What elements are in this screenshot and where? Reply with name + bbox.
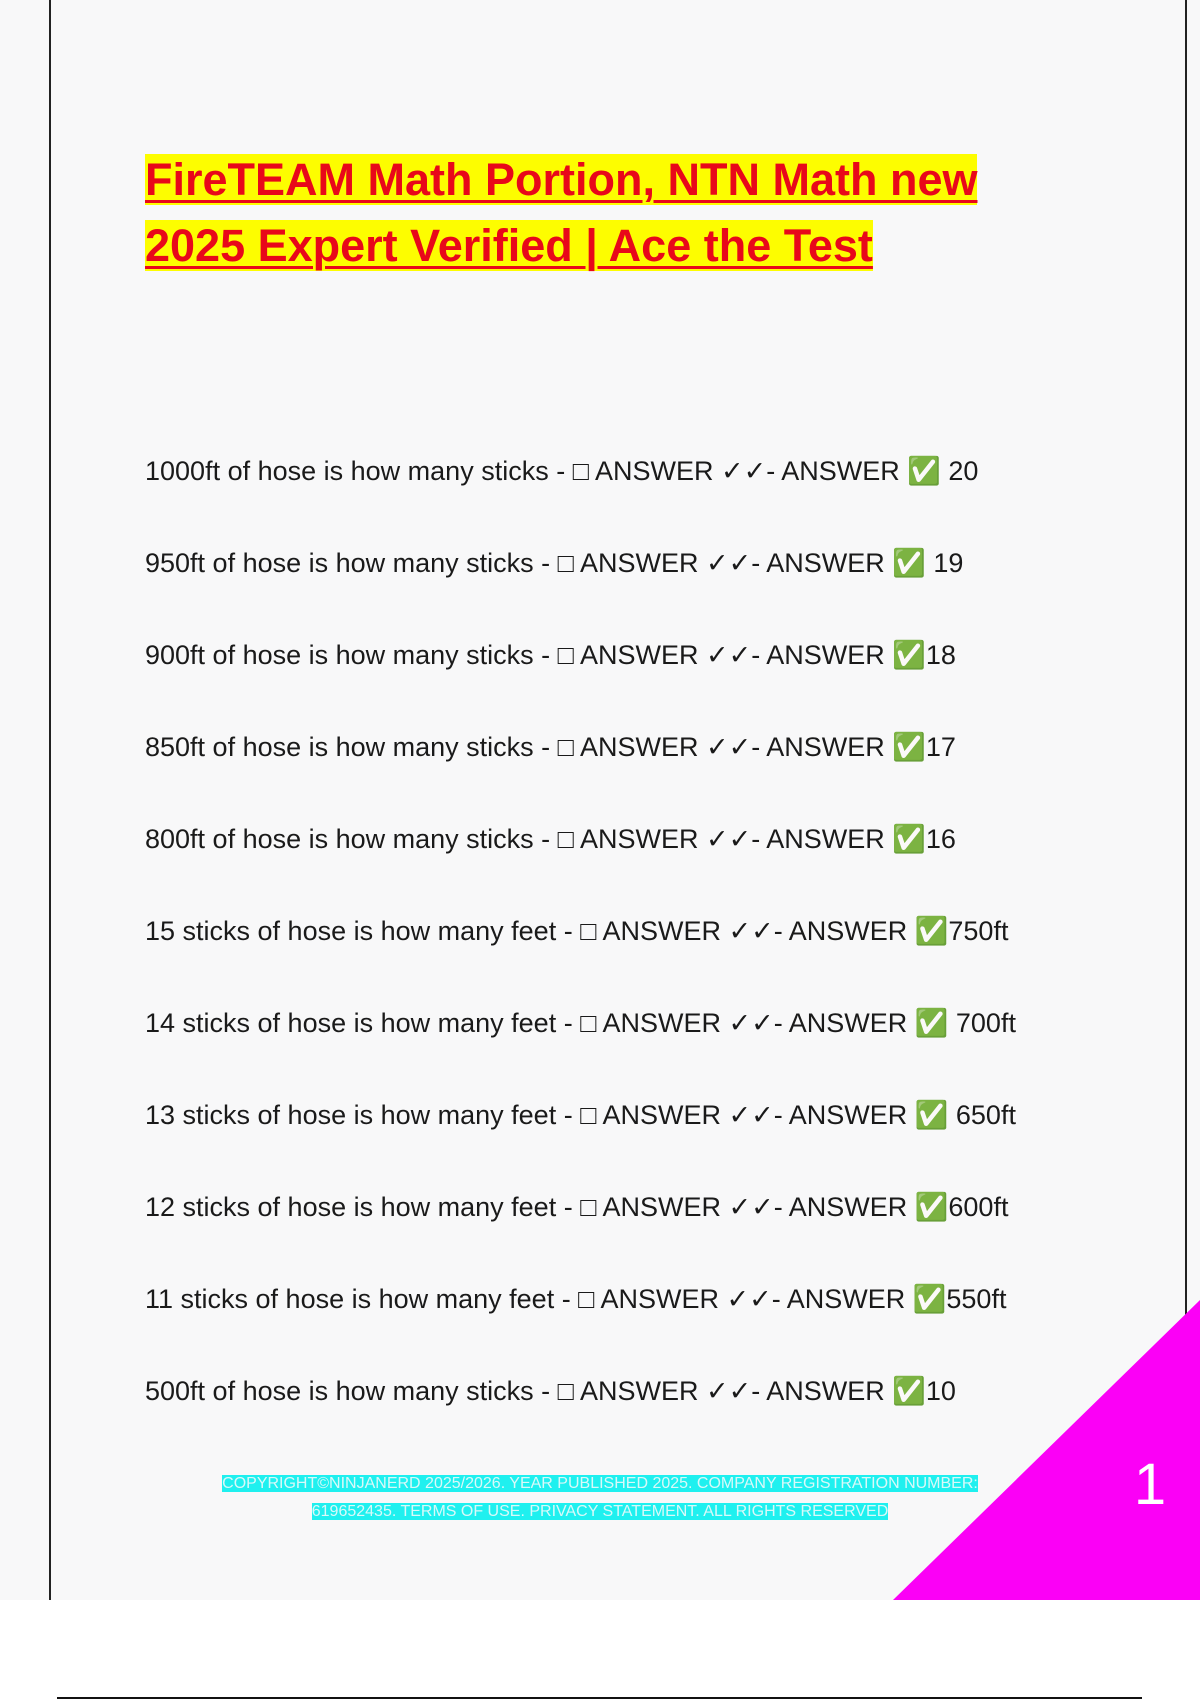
page-number: 1 [1133, 1452, 1167, 1517]
document-title [145, 147, 1105, 279]
qa-item: 1000ft of hose is how many sticks - □ ANSWER ✓✓- ANSWER ✅ 20 [145, 456, 979, 486]
copyright-footer [175, 1470, 1025, 1526]
bottom-divider [57, 1697, 1142, 1699]
copyright-line-2: 619652435. TERMS OF USE. PRIVACY STATEMENT. ALL RIGHTS RESERVED [311, 1503, 889, 1520]
qa-item: 500ft of hose is how many sticks - □ ANSWER ✓✓- ANSWER ✅10 [145, 1376, 956, 1406]
qa-item: 800ft of hose is how many sticks - □ ANSWER ✓✓- ANSWER ✅16 [145, 824, 956, 854]
qa-item: 15 sticks of hose is how many feet - □ ANSWER ✓✓- ANSWER ✅750ft [145, 916, 1009, 946]
qa-item: 13 sticks of hose is how many feet - □ ANSWER ✓✓- ANSWER ✅ 650ft [145, 1100, 1016, 1130]
copyright-line-1: COPYRIGHT©NINJANERD 2025/2026. YEAR PUBLISHED 2025. COMPANY REGISTRATION NUMBER: [222, 1475, 978, 1492]
qa-item: 850ft of hose is how many sticks - □ ANSWER ✓✓- ANSWER ✅17 [145, 732, 956, 762]
qa-item: 12 sticks of hose is how many feet - □ ANSWER ✓✓- ANSWER ✅600ft [145, 1192, 1009, 1222]
qa-item: 950ft of hose is how many sticks - □ ANSWER ✓✓- ANSWER ✅ 19 [145, 548, 964, 578]
qa-item: 900ft of hose is how many sticks - □ ANSWER ✓✓- ANSWER ✅18 [145, 640, 956, 670]
qa-item: 11 sticks of hose is how many feet - □ ANSWER ✓✓- ANSWER ✅550ft [145, 1284, 1007, 1314]
page-border-left [49, 0, 51, 1600]
title-line-1: FireTEAM Math Portion, NTN Math new [145, 154, 978, 205]
title-line-2: 2025 Expert Verified | Ace the Test [145, 220, 873, 271]
qa-item: 14 sticks of hose is how many feet - □ ANSWER ✓✓- ANSWER ✅ 700ft [145, 1008, 1016, 1038]
